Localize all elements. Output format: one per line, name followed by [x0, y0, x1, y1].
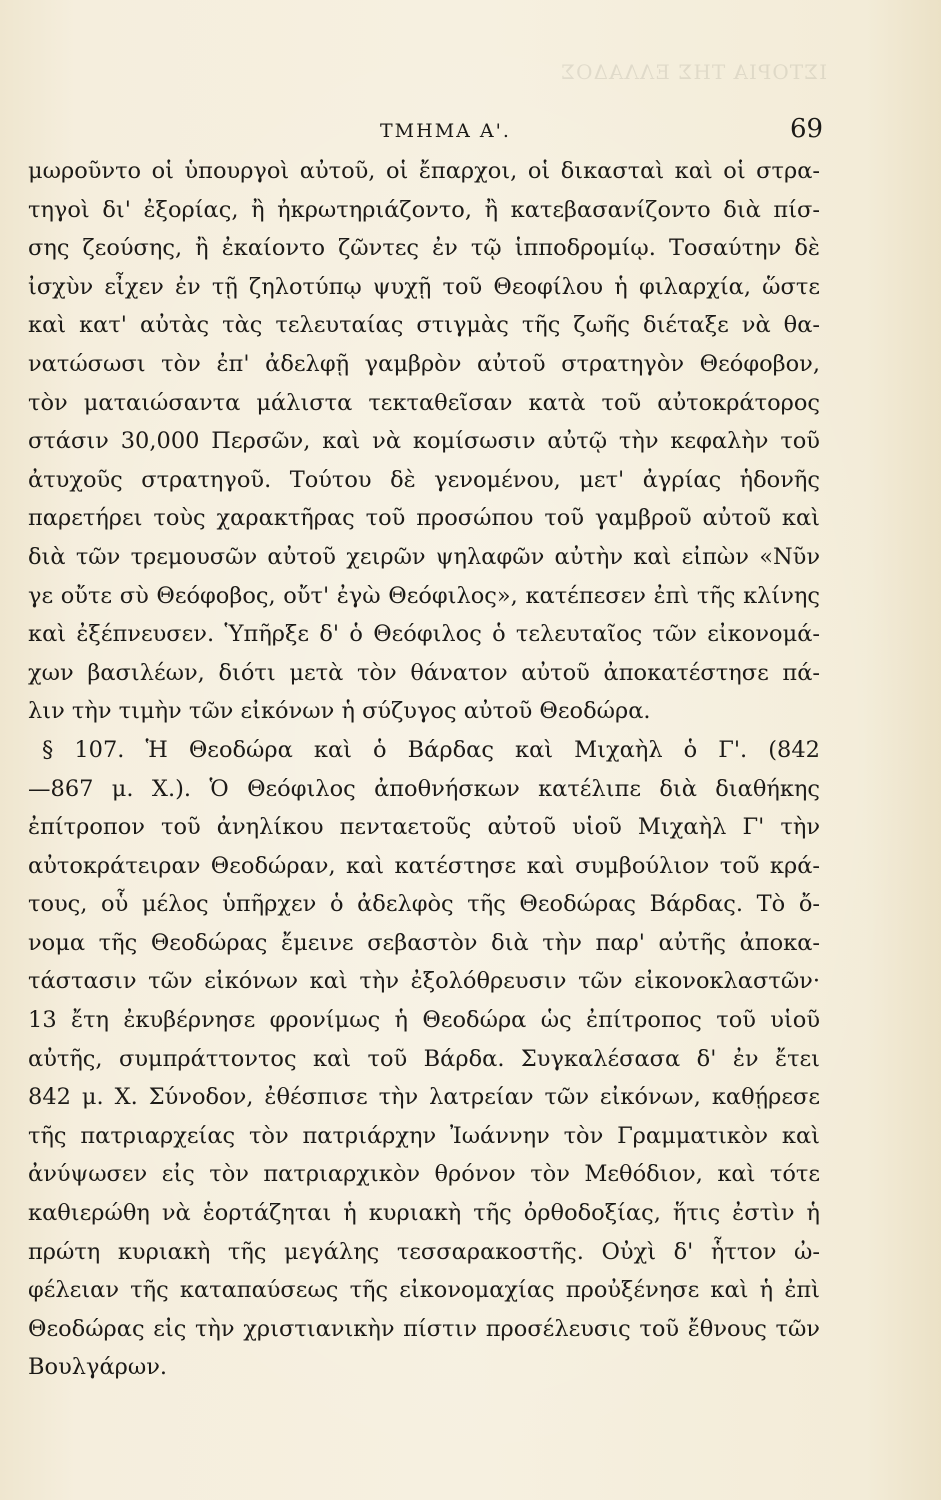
- text-line: νατώσωσι τὸν ἐπ' ἀδελφῇ γαμβρὸν αὐτοῦ στρατηγὸν Θεόφοβον,: [28, 350, 820, 377]
- text-line: καὶ κατ' αὐτὰς τὰς τελευταίας στιγμὰς τῆς ζωῆς διέταξε νὰ θα-: [28, 312, 820, 339]
- running-head: ΤΜΗΜΑ Α'.: [380, 120, 511, 142]
- text-line: ἀτυχοῦς στρατηγοῦ. Τούτου δὲ γενομένου, μετ' ἀγρίας ἡδονῆς: [28, 466, 820, 493]
- text-line: τάστασιν τῶν εἰκόνων καὶ τὴν ἐξολόθρευσιν τῶν εἰκονοκλαστῶν·: [28, 968, 820, 995]
- text-line: τῆς πατριαρχείας τὸν πατριάρχην Ἰωάννην τὸν Γραμματικὸν καὶ: [28, 1122, 820, 1149]
- text-line: ἰσχὺν εἶχεν ἐν τῇ ζηλοτύπῳ ψυχῇ τοῦ Θεοφίλου ἡ φιλαρχία, ὥστε: [28, 273, 820, 300]
- text-line: τους, οὗ μέλος ὑπῆρχεν ὁ ἀδελφὸς τῆς Θεοδώρας Βάρδας. Τὸ ὄ-: [28, 891, 820, 918]
- text-line: γε οὔτε σὺ Θεόφοβος, οὔτ' ἐγὼ Θεόφιλος», κατέπεσεν ἐπὶ τῆς κλίνης: [28, 582, 820, 609]
- text-line: 13 ἔτη ἐκυβέρνησε φρονίμως ἡ Θεοδώρα ὡς ἐπίτροπος τοῦ υἱοῦ: [28, 1007, 820, 1034]
- text-line: αὐτοκράτειραν Θεοδώραν, καὶ κατέστησε καὶ συμβούλιον τοῦ κρά-: [28, 852, 820, 879]
- text-line: λιν τὴν τιμὴν τῶν εἰκόνων ἡ σύζυγος αὐτοῦ Θεοδώρα.: [28, 698, 651, 725]
- text-line: Βουλγάρων.: [28, 1354, 168, 1381]
- page-header: [0, 116, 941, 146]
- text-line: στάσιν 30,000 Περσῶν, καὶ νὰ κομίσωσιν αὐτῷ τὴν κεφαλὴν τοῦ: [28, 428, 820, 455]
- text-line: τηγοὶ δι' ἐξορίας, ἢ ἠκρωτηριάζοντο, ἢ κατεβασανίζοντο διὰ πίσ-: [28, 196, 820, 223]
- text-line: χων βασιλέων, διότι μετὰ τὸν θάνατον αὐτοῦ ἀποκατέστησε πά-: [28, 659, 820, 686]
- text-line: —867 μ. Χ.). Ὁ Θεόφιλος ἀποθνήσκων κατέλιπε διὰ διαθήκης: [28, 775, 820, 802]
- text-line: φέλειαν τῆς καταπαύσεως τῆς εἰκονομαχίας προὐξένησε καὶ ἡ ἐπὶ: [28, 1277, 820, 1304]
- text-line: 842 μ. Χ. Σύνοδον, ἐθέσπισε τὴν λατρείαν τῶν εἰκόνων, καθῄρεσε: [28, 1084, 820, 1111]
- text-line: αὐτῆς, συμπράττοντος καὶ τοῦ Βάρδα. Συγκαλέσασα δ' ἐν ἔτει: [28, 1045, 820, 1072]
- page-number: 69: [790, 114, 824, 144]
- section-heading-line: § 107. Ἡ Θεοδώρα καὶ ὁ Βάρδας καὶ Μιχαὴλ ὁ Γ'. (842: [42, 736, 820, 763]
- text-line: σης ζεούσης, ἢ ἐκαίοντο ζῶντες ἐν τῷ ἱπποδρομίῳ. Τοσαύτην δὲ: [28, 235, 820, 262]
- text-line: διὰ τῶν τρεμουσῶν αὐτοῦ χειρῶν ψηλαφῶν αὐτὴν καὶ εἰπὼν «Νῦν: [28, 543, 820, 570]
- text-line: ἀνύψωσεν εἰς τὸν πατριαρχικὸν θρόνον τὸν Μεθόδιον, καὶ τότε: [28, 1161, 820, 1188]
- text-line: παρετήρει τοὺς χαρακτῆρας τοῦ προσώπου τοῦ γαμβροῦ αὐτοῦ καὶ: [28, 505, 820, 532]
- text-line: καὶ ἐξέπνευσεν. Ὑπῆρξε δ' ὁ Θεόφιλος ὁ τελευταῖος τῶν εἰκονομά-: [28, 621, 820, 648]
- text-line: καθιερώθη νὰ ἑορτάζηται ἡ κυριακὴ τῆς ὀρθοδοξίας, ἥτις ἐστὶν ἡ: [28, 1200, 820, 1227]
- bleed-through-text: [560, 60, 880, 120]
- text-line: τὸν ματαιώσαντα μάλιστα τεκταθεῖσαν κατὰ τοῦ αὐτοκράτορος: [28, 389, 820, 416]
- bleed-through-line: ΙΣΤΟΡΙΑ ΤΗΣ ΕΛΛΑΔΟΣ: [560, 60, 828, 84]
- body-text: [28, 152, 820, 1387]
- text-line: Θεοδώρας εἰς τὴν χριστιανικὴν πίστιν προσέλευσις τοῦ ἔθνους τῶν: [28, 1315, 820, 1342]
- text-line: μωροῦντο οἱ ὑπουργοὶ αὐτοῦ, οἱ ἔπαρχοι, οἱ δικασταὶ καὶ οἱ στρα-: [28, 158, 820, 184]
- text-line: ἐπίτροπον τοῦ ἀνηλίκου πενταετοῦς αὐτοῦ υἱοῦ Μιχαὴλ Γ' τὴν: [28, 814, 820, 841]
- text-line: πρώτη κυριακὴ τῆς μεγάλης τεσσαρακοστῆς. Οὐχὶ δ' ἧττον ὠ-: [28, 1238, 820, 1265]
- text-line: νομα τῆς Θεοδώρας ἔμεινε σεβαστὸν διὰ τὴν παρ' αὐτῆς ἀποκα-: [28, 929, 820, 956]
